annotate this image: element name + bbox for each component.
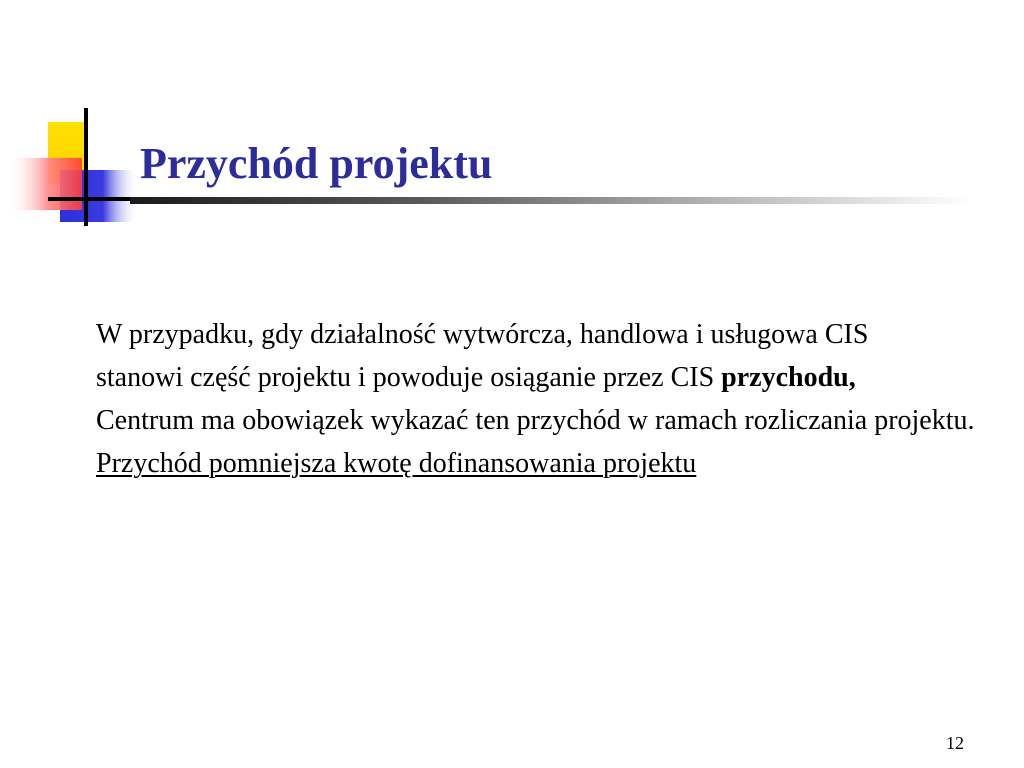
paragraph-4 <box>96 447 996 481</box>
paragraph-3: Centrum ma obowiązek wykazać ten przychód w ramach rozliczania projektu. <box>96 405 975 436</box>
title-underline-rule <box>130 197 970 204</box>
paragraph-2-text: stanowi część projektu i powoduje osiąganie przez CIS <box>96 362 722 393</box>
logo-red-square <box>12 158 82 210</box>
page-number: 12 <box>946 733 964 753</box>
slide-logo-decoration <box>0 0 140 240</box>
paragraph-2-bold: przychodu, <box>721 362 856 393</box>
slide-title: Przychód projektu <box>140 139 493 188</box>
paragraph-2 <box>96 361 996 395</box>
paragraph-1: W przypadku, gdy działalność wytwórcza, handlowa i usługowa CIS <box>96 319 869 350</box>
slide-body <box>96 318 996 490</box>
logo-horizontal-bar <box>48 197 138 201</box>
logo-vertical-bar <box>84 108 88 226</box>
paragraph-4-underlined-text: Przychód pomniejsza kwotę dofinansowania projektu <box>96 448 697 479</box>
